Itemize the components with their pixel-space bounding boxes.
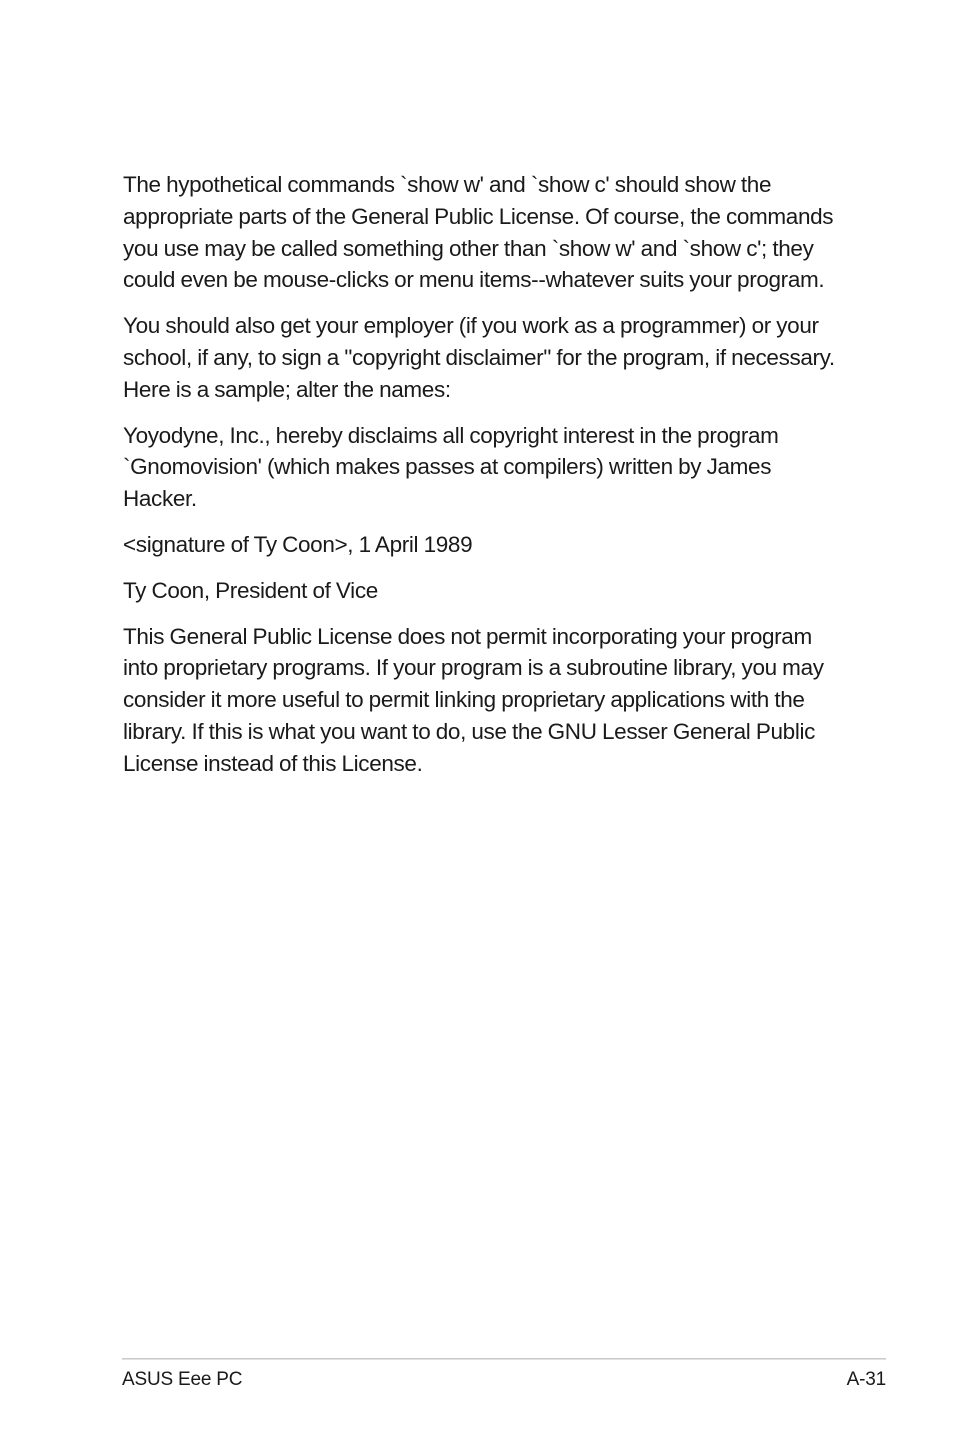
paragraph-signature: <signature of Ty Coon>, 1 April 1989 [123,531,473,557]
paragraph-signer: Ty Coon, President of Vice [123,577,378,603]
page-body [123,169,848,794]
paragraph-sample-disclaimer: Yoyodyne, Inc., hereby disclaims all copyright interest in the program `Gnomovision' (which makes passes at compilers) written by James Hacker. [123,422,779,512]
paragraph-employer-disclaimer: You should also get your employer (if you work as a programmer) or your school, if any, to sign a "copyright disclaimer" for the program, if necessary. Here is a sample; alter the names: [123,313,835,402]
footer-product-name: ASUS Eee PC [122,1369,243,1390]
footer-divider [122,1358,886,1360]
paragraph-show-commands: The hypothetical commands `show w' and `show c' should show the appropriate parts of the General Public License. Of course, the commands you use may be called something other than `show w' and `show c'; they could even be mouse-clicks or menu items--whatever suits your program. [123,172,834,293]
footer-page-number: A-31 [846,1369,886,1390]
paragraph-lgpl-note: This General Public License does not permit incorporating your program into proprietary programs. If your program is a subroutine library, you may consider it more useful to permit linking proprietary applications with the library. If this is what you want to do, use the GNU Lesser General Public License instead of this License. [123,623,824,776]
